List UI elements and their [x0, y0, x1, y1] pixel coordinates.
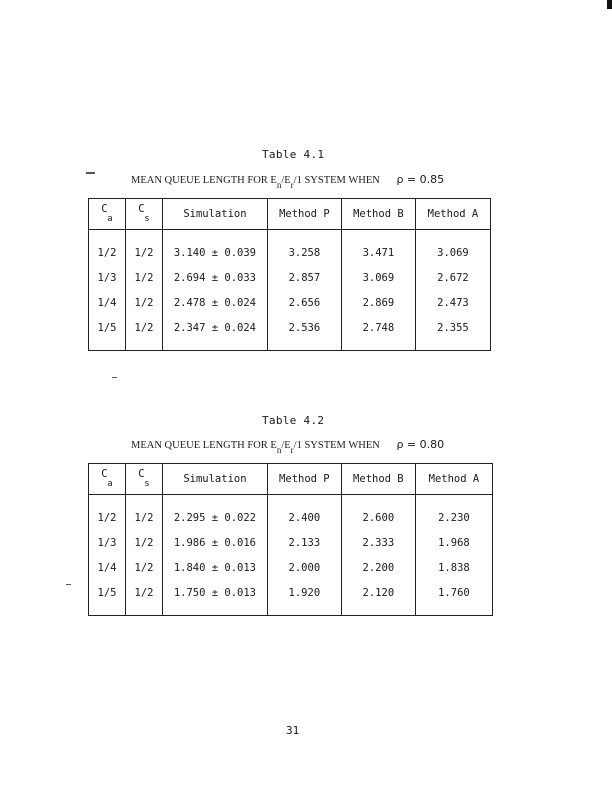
- scan-speck: [112, 377, 117, 378]
- table-cell: 1/5: [89, 580, 126, 616]
- table-cell: 1/2: [126, 230, 163, 266]
- table-cell: 1.920: [267, 580, 341, 616]
- col-header-method-a: Method A: [415, 199, 490, 230]
- table-cell: 1/2: [126, 315, 163, 351]
- table-cell: 1/3: [89, 265, 126, 290]
- table-row: [89, 230, 491, 266]
- col-header-method-p: Method P: [267, 464, 341, 495]
- table-cell: 3.258: [267, 230, 341, 266]
- table-4-2-caption: Table 4.2: [262, 414, 325, 427]
- table-cell: 2.694 ± 0.033: [163, 265, 268, 290]
- table-cell: 1/2: [126, 290, 163, 315]
- table-cell: 1.840 ± 0.013: [163, 555, 268, 580]
- table-header-row: [89, 464, 493, 495]
- table-4-1: [88, 198, 491, 351]
- col-header-method-b: Method B: [341, 199, 415, 230]
- table-cell: 2.748: [341, 315, 415, 351]
- table-cell: 1/5: [89, 315, 126, 351]
- table-4-2-heading: MEAN QUEUE LENGTH FOR En/Er/1 SYSTEM WHEN ρ = 0.80: [131, 438, 445, 455]
- rho-value: ρ = 0.80: [396, 438, 445, 451]
- table-cell: 3.471: [341, 230, 415, 266]
- table-cell: 2.656: [267, 290, 341, 315]
- table-cell: 1/2: [126, 495, 163, 531]
- col-header-cs: C s: [126, 464, 163, 495]
- table-cell: 2.295 ± 0.022: [163, 495, 268, 531]
- table-cell: 2.600: [341, 495, 415, 531]
- table-cell: 2.200: [341, 555, 415, 580]
- table-cell: 2.473: [415, 290, 490, 315]
- table-header-row: [89, 199, 491, 230]
- table-cell: 2.133: [267, 530, 341, 555]
- table-cell: 2.333: [341, 530, 415, 555]
- table-cell: 1/3: [89, 530, 126, 555]
- table-cell: 1/4: [89, 290, 126, 315]
- col-header-ca: C a: [89, 199, 126, 230]
- table-cell: 1.968: [415, 530, 492, 555]
- table-cell: 2.400: [267, 495, 341, 531]
- table-cell: 2.536: [267, 315, 341, 351]
- table-cell: 1/2: [126, 530, 163, 555]
- table-row: [89, 555, 493, 580]
- table-cell: 1/2: [126, 580, 163, 616]
- table-row: [89, 290, 491, 315]
- table-row: [89, 530, 493, 555]
- table-cell: 2.869: [341, 290, 415, 315]
- scan-speck: [86, 172, 95, 174]
- table-row: [89, 495, 493, 531]
- col-header-ca: C a: [89, 464, 126, 495]
- col-header-method-a: Method A: [415, 464, 492, 495]
- col-header-simulation: Simulation: [163, 199, 268, 230]
- table-cell: 1/2: [89, 230, 126, 266]
- table-row: [89, 315, 491, 351]
- table-cell: 2.672: [415, 265, 490, 290]
- rho-value: ρ = 0.85: [396, 173, 445, 186]
- table-cell: 3.069: [415, 230, 490, 266]
- table-cell: 1.838: [415, 555, 492, 580]
- col-header-simulation: Simulation: [163, 464, 268, 495]
- table-cell: 2.347 ± 0.024: [163, 315, 268, 351]
- table-cell: 1/2: [126, 555, 163, 580]
- table-cell: 1.760: [415, 580, 492, 616]
- col-header-method-p: Method P: [267, 199, 341, 230]
- col-header-method-b: Method B: [341, 464, 415, 495]
- table-cell: 1/2: [89, 495, 126, 531]
- table-cell: 1.986 ± 0.016: [163, 530, 268, 555]
- table-cell: 2.120: [341, 580, 415, 616]
- scan-speck: [66, 584, 71, 585]
- scan-mark: [607, 0, 612, 9]
- table-cell: 1/4: [89, 555, 126, 580]
- table-4-2: [88, 463, 493, 616]
- table-4-1-heading: MEAN QUEUE LENGTH FOR En/Er/1 SYSTEM WHEN ρ = 0.85: [131, 173, 445, 190]
- page-number: 31: [286, 724, 300, 737]
- table-cell: 3.140 ± 0.039: [163, 230, 268, 266]
- table-cell: 1/2: [126, 265, 163, 290]
- table-cell: 2.230: [415, 495, 492, 531]
- table-cell: 2.857: [267, 265, 341, 290]
- table-4-1-caption: Table 4.1: [262, 148, 325, 161]
- table-cell: 1.750 ± 0.013: [163, 580, 268, 616]
- table-row: [89, 580, 493, 616]
- table-cell: 2.478 ± 0.024: [163, 290, 268, 315]
- table-row: [89, 265, 491, 290]
- table-cell: 2.000: [267, 555, 341, 580]
- col-header-cs: C s: [126, 199, 163, 230]
- table-cell: 3.069: [341, 265, 415, 290]
- table-cell: 2.355: [415, 315, 490, 351]
